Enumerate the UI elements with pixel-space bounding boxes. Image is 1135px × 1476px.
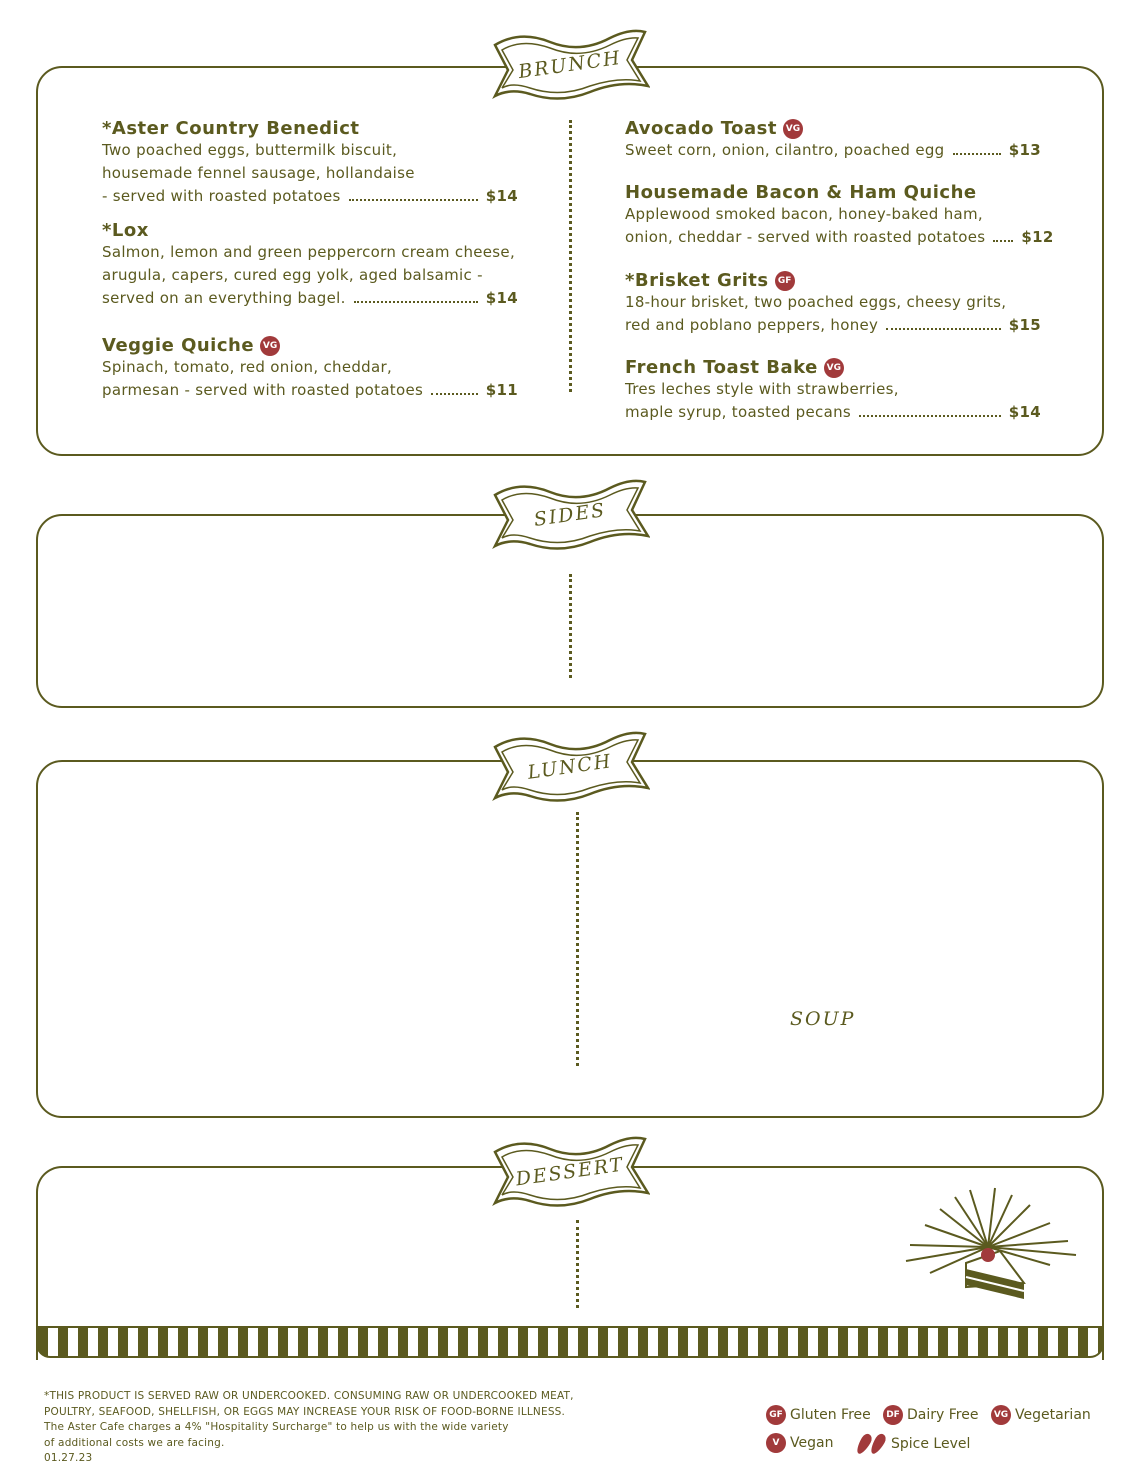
gf-badge-icon: GF bbox=[775, 271, 795, 291]
item-price: $14 bbox=[1008, 403, 1041, 421]
item-desc: Applewood smoked bacon, honey-baked ham, bbox=[625, 205, 983, 223]
item-desc-line bbox=[625, 139, 1041, 162]
item-name-text: *Lox bbox=[102, 220, 149, 241]
gf-badge-icon: GF bbox=[766, 1405, 786, 1425]
dot-leader bbox=[953, 153, 1001, 155]
sides-divider bbox=[569, 574, 572, 678]
vg-badge-icon: VG bbox=[824, 358, 844, 378]
item-desc: 18-hour brisket, two poached eggs, cheesy grits, bbox=[625, 293, 1007, 311]
legend-vegan bbox=[766, 1433, 833, 1453]
item-price: $13 bbox=[1008, 141, 1041, 159]
dot-leader bbox=[859, 415, 1001, 417]
item-desc: Spinach, tomato, red onion, cheddar, bbox=[102, 358, 393, 376]
item-desc: onion, cheddar - served with roasted potatoes bbox=[625, 228, 986, 246]
item-desc: served on an everything bagel. bbox=[102, 289, 346, 307]
allergy-disclaimer bbox=[44, 1389, 644, 1467]
dessert-heading: DESSERT bbox=[514, 1153, 626, 1191]
item-desc: housemade fennel sausage, hollandaise bbox=[102, 164, 415, 182]
item-desc: Two poached eggs, buttermilk biscuit, bbox=[102, 141, 398, 159]
footer-line: POULTRY, SEAFOOD, SHELLFISH, OR EGGS MAY INCREASE YOUR RISK OF FOOD-BORNE ILLNESS. bbox=[44, 1405, 566, 1418]
item-desc: maple syrup, toasted pecans bbox=[625, 403, 851, 421]
legend-label: Dairy Free bbox=[907, 1407, 979, 1423]
item-desc: red and poblano peppers, honey bbox=[625, 316, 879, 334]
v-badge-icon: V bbox=[766, 1433, 786, 1453]
footer-line: *THIS PRODUCT IS SERVED RAW OR UNDERCOOKED. CONSUMING RAW OR UNDERCOOKED MEAT, bbox=[44, 1390, 574, 1402]
vg-badge-icon: VG bbox=[991, 1405, 1011, 1425]
item-name bbox=[625, 357, 1041, 378]
lunch-heading: LUNCH bbox=[526, 750, 614, 784]
menu-item bbox=[625, 357, 1041, 424]
legend-label: Gluten Free bbox=[790, 1407, 871, 1423]
item-desc: Tres leches style with strawberries, bbox=[625, 380, 899, 398]
item-desc-line bbox=[102, 379, 518, 402]
item-name-text: French Toast Bake bbox=[625, 357, 818, 378]
item-desc-line bbox=[625, 314, 1041, 337]
vg-badge-icon: VG bbox=[783, 119, 803, 139]
item-price: $12 bbox=[1021, 228, 1054, 246]
dessert-divider bbox=[576, 1220, 579, 1308]
brunch-banner bbox=[490, 20, 650, 110]
menu-item bbox=[102, 118, 518, 208]
menu-date: 01.27.23 bbox=[44, 1452, 93, 1464]
item-desc: Salmon, lemon and green peppercorn cream cheese, bbox=[102, 243, 516, 261]
legend-label: Vegetarian bbox=[1015, 1407, 1091, 1423]
menu-item bbox=[625, 182, 1054, 249]
footer-line: of additional costs we are facing. bbox=[44, 1436, 225, 1449]
dot-leader bbox=[354, 301, 478, 303]
item-name-text: Veggie Quiche bbox=[102, 335, 255, 356]
item-name bbox=[102, 335, 518, 356]
legend-label: Spice Level bbox=[891, 1436, 971, 1452]
item-desc-line bbox=[625, 226, 1054, 249]
item-desc: arugula, capers, cured egg yolk, aged balsamic - bbox=[102, 266, 483, 284]
soup-heading: SOUP bbox=[790, 1008, 856, 1030]
item-price: $14 bbox=[485, 289, 518, 307]
item-price: $14 bbox=[485, 187, 518, 205]
item-desc: - served with roasted potatoes bbox=[102, 187, 341, 205]
item-name bbox=[625, 270, 1041, 291]
dot-leader bbox=[431, 393, 478, 395]
lunch-divider bbox=[576, 812, 579, 1066]
menu-item bbox=[625, 270, 1041, 337]
item-name-text: *Aster Country Benedict bbox=[102, 118, 360, 139]
footer-line: The Aster Cafe charges a 4% "Hospitality Surcharge" to help us with the wide variety bbox=[44, 1421, 509, 1433]
legend-vegetarian bbox=[991, 1405, 1091, 1425]
item-desc-line bbox=[102, 287, 518, 310]
legend-dairy-free bbox=[883, 1405, 978, 1425]
item-name bbox=[625, 118, 1041, 139]
dot-leader bbox=[993, 240, 1013, 242]
brunch-divider bbox=[569, 120, 572, 392]
decorative-stripes bbox=[36, 1326, 1104, 1358]
dessert-banner bbox=[490, 1127, 650, 1217]
lunch-section bbox=[36, 760, 1104, 1118]
item-name bbox=[102, 118, 518, 139]
item-desc-line bbox=[625, 401, 1041, 424]
item-price: $15 bbox=[1008, 316, 1041, 334]
vg-badge-icon: VG bbox=[260, 336, 280, 356]
legend-spice bbox=[855, 1433, 970, 1455]
df-badge-icon: DF bbox=[883, 1405, 903, 1425]
menu-item bbox=[102, 335, 518, 402]
legend-gluten-free bbox=[766, 1405, 871, 1425]
item-name-text: Housemade Bacon & Ham Quiche bbox=[625, 182, 977, 203]
item-name-text: *Brisket Grits bbox=[625, 270, 769, 291]
sides-heading: SIDES bbox=[532, 499, 608, 531]
item-desc: Sweet corn, onion, cilantro, poached egg bbox=[625, 141, 945, 159]
dot-leader bbox=[349, 199, 478, 201]
item-name bbox=[102, 220, 518, 241]
item-name-text: Avocado Toast bbox=[625, 118, 777, 139]
cake-slice-icon bbox=[900, 1185, 1080, 1305]
item-desc-line bbox=[102, 185, 518, 208]
item-price: $11 bbox=[485, 381, 518, 399]
lunch-banner bbox=[490, 722, 650, 812]
brunch-heading: BRUNCH bbox=[516, 46, 624, 84]
item-name bbox=[625, 182, 1041, 203]
item-desc: parmesan - served with roasted potatoes bbox=[102, 381, 424, 399]
menu-item bbox=[625, 118, 1041, 162]
menu-item bbox=[102, 220, 518, 310]
legend-label: Vegan bbox=[790, 1435, 834, 1451]
sides-banner bbox=[490, 470, 650, 560]
dot-leader bbox=[886, 328, 1001, 330]
